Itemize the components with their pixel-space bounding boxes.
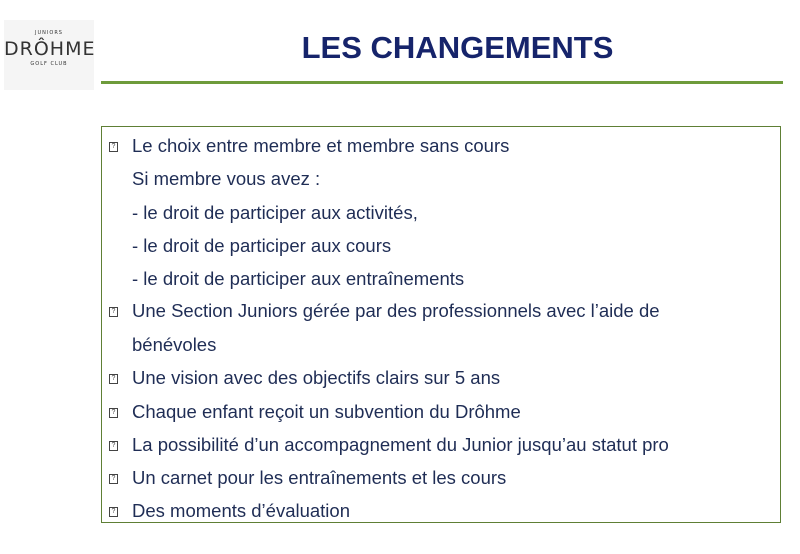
list-item-text: - le droit de participer aux cours	[132, 235, 392, 256]
list-item-text: Si membre vous avez :	[132, 168, 321, 189]
missing-glyph-box-icon: ?	[109, 474, 118, 484]
missing-glyph-box-icon: ?	[109, 507, 118, 517]
missing-glyph-box-icon: ?	[109, 142, 118, 152]
logo	[4, 20, 94, 90]
list-item-text: Des moments d’évaluation	[132, 500, 350, 521]
list-item-text: - le droit de participer aux entraînements	[132, 268, 465, 289]
list-item-text: bénévoles	[132, 334, 217, 355]
title-divider	[101, 81, 783, 84]
missing-glyph-box-icon: ?	[109, 307, 118, 317]
missing-glyph-box-icon: ?	[109, 374, 118, 384]
page-title: LES CHANGEMENTS	[301, 30, 614, 65]
content-box	[101, 126, 781, 523]
list-item-text: Le choix entre membre et membre sans cours	[132, 135, 510, 156]
logo-main-text: DRÔHME	[4, 38, 96, 60]
list-item-text: La possibilité d’un accompagnement du Junior jusqu’au statut pro	[132, 434, 669, 455]
missing-glyph-box-icon: ?	[109, 408, 118, 418]
list-item-text: Chaque enfant reçoit un subvention du Drôhme	[132, 401, 521, 422]
logo-bottom-text: GOLF CLUB	[30, 61, 68, 67]
missing-glyph-box-icon: ?	[109, 441, 118, 451]
list-item-text: Une vision avec des objectifs clairs sur 5 ans	[132, 367, 501, 388]
list-item-text: - le droit de participer aux activités,	[132, 202, 418, 223]
list-item-text: Un carnet pour les entraînements et les cours	[132, 467, 507, 488]
list-item-text: Une Section Juniors gérée par des professionnels avec l’aide de	[132, 300, 660, 321]
logo-top-text: JUNIORS	[35, 30, 63, 36]
